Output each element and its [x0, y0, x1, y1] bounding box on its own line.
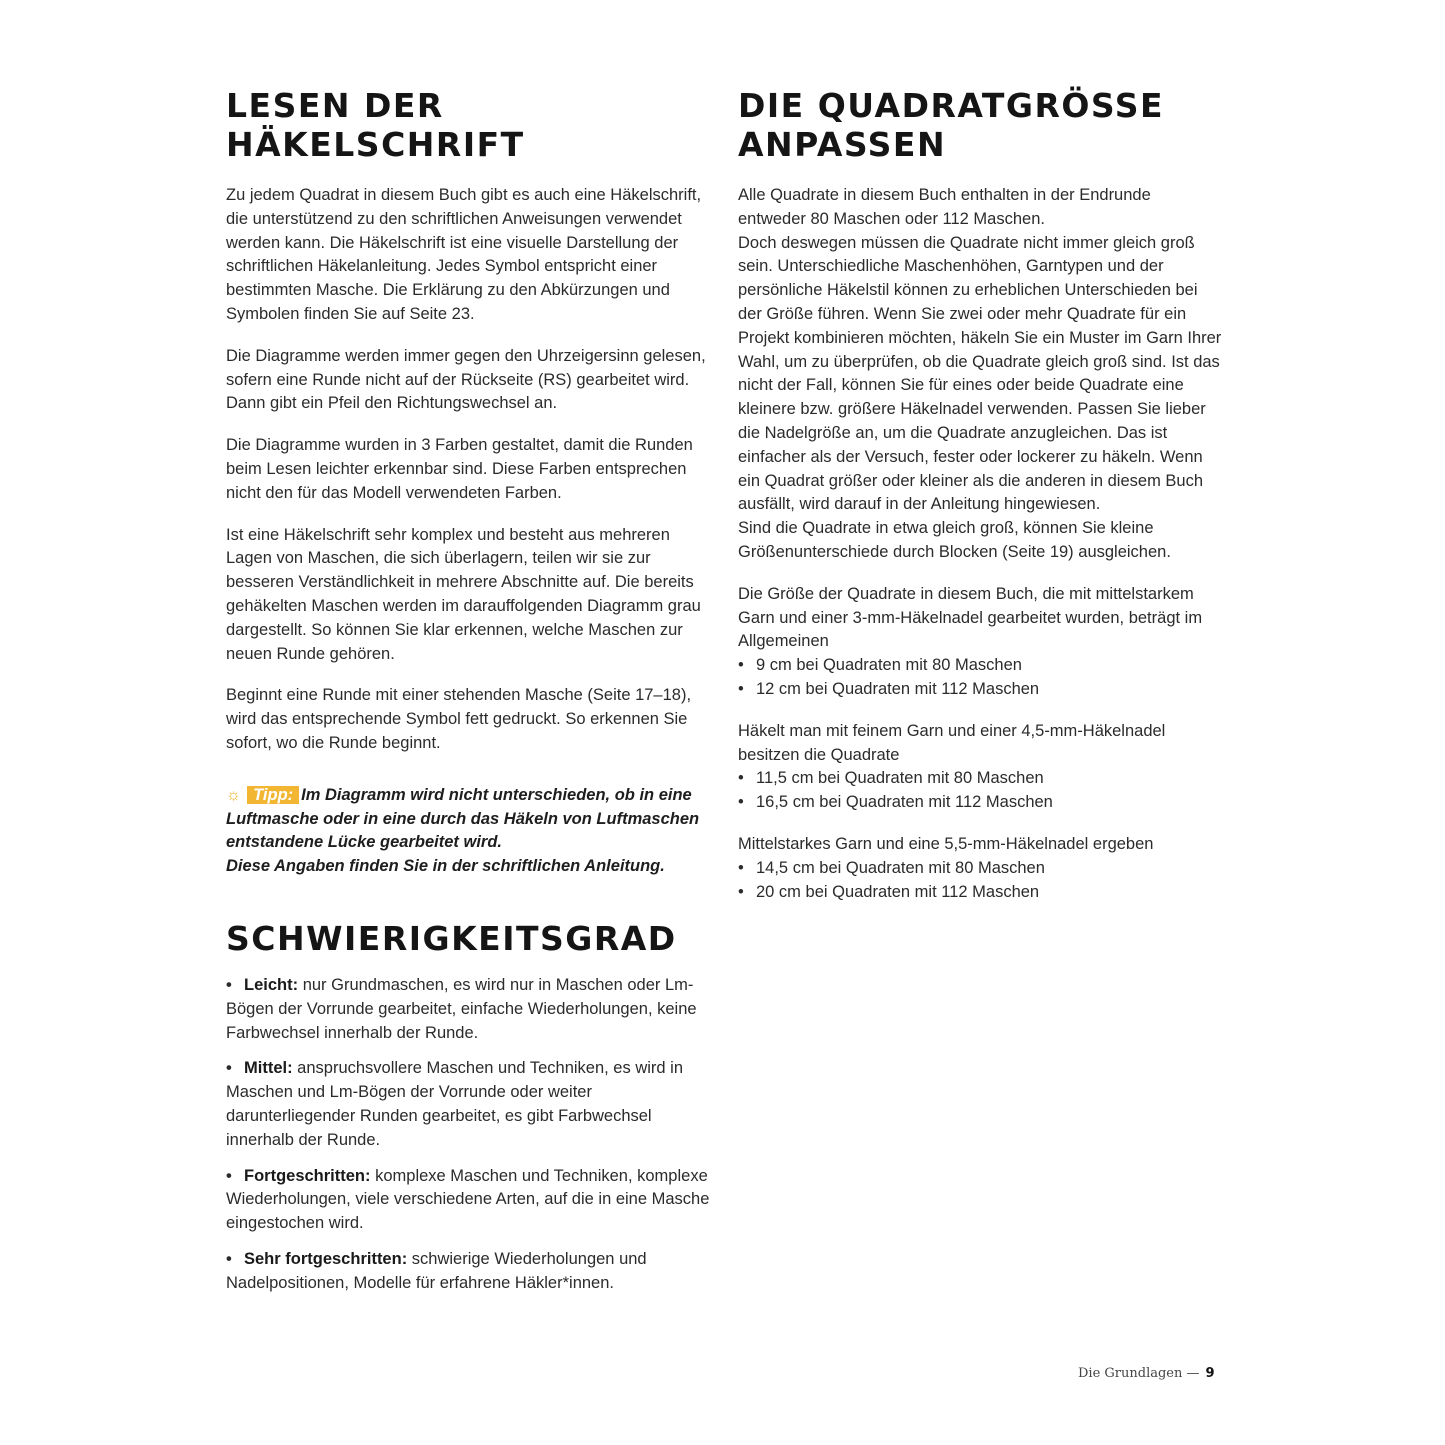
list-item: • 20 cm bei Quadraten mit 112 Maschen — [738, 881, 1222, 905]
list-item: • 16,5 cm bei Quadraten mit 112 Maschen — [738, 791, 1222, 815]
difficulty-list — [226, 974, 710, 1296]
level-desc: schwierige Wiederholungen und Nadelpositionen, Modelle für erfahrene Häkler*innen. — [226, 1249, 647, 1292]
paragraph: Häkelt man mit feinem Garn und einer 4,5-mm-Häkelnadel besitzen die Quadrate — [738, 721, 1166, 764]
heading-line-1: DIE QUADRATGRÖSSE — [738, 86, 1165, 125]
left-column — [226, 86, 710, 1307]
list-item: • 14,5 cm bei Quadraten mit 80 Maschen — [738, 857, 1222, 881]
page-footer — [1078, 1366, 1215, 1381]
paragraph: Mittelstarkes Garn und eine 5,5-mm-Häkelnadel ergeben — [738, 834, 1154, 853]
list-item: • 12 cm bei Quadraten mit 112 Maschen — [738, 678, 1222, 702]
paragraph: Beginnt eine Runde mit einer stehenden Masche (Seite 17–18), wird das entsprechende Symbol fett gedruckt. So erkennen Sie sofort, wo die Runde beginnt. — [226, 686, 692, 752]
paragraph: Zu jedem Quadrat in diesem Buch gibt es auch eine Häkelschrift, die unterstützend zu den schriftlichen Anweisungen verwendet werden kann. Die Häkelschrift ist eine visuelle Darstellung der schriftlichen Häkelanleitung. Jedes Symbol entspricht einer bestimmten Masche. Die Erklärung zu den Abkürzungen und Symbolen finden Sie auf Seite 23. — [226, 186, 702, 323]
tip-text-2: Diese Angaben finden Sie in der schriftlichen Anleitung. — [226, 857, 665, 876]
level-desc: nur Grundmaschen, es wird nur in Maschen oder Lm-Bögen der Vorrunde gearbeitet, einfache Wiederholungen, keine Farbwechsel innerhalb der Runde. — [226, 975, 697, 1042]
paragraph: Die Größe der Quadrate in diesem Buch, die mit mittelstarkem Garn und einer 3-mm-Häkelnadel gearbeitet wurden, beträgt im Allgemeinen — [738, 584, 1203, 651]
level-desc: komplexe Maschen und Techniken, komplexe Wiederholungen, viele verschiedene Arten, auf die in eine Masche eingestochen wird. — [226, 1166, 710, 1233]
list-item — [226, 1248, 710, 1296]
list-item: • 9 cm bei Quadraten mit 80 Maschen — [738, 654, 1222, 678]
list-item — [226, 1165, 710, 1236]
list-item — [226, 1057, 710, 1152]
paragraph: Die Diagramme wurden in 3 Farben gestaltet, damit die Runden beim Lesen leichter erkennbar sind. Diese Farben entsprechen nicht den für das Modell verwendeten Farben. — [226, 436, 693, 502]
level-term: Mittel: — [244, 1059, 293, 1078]
paragraph: Doch deswegen müssen die Quadrate nicht immer gleich groß sein. Unterschiedliche Maschenhöhen, Garntypen und der persönliche Häkelstil können zu erheblichen Unterschieden bei der Größe führen. Wenn Sie zwei oder mehr Quadrate für ein Projekt kombinieren möchten, häkeln Sie ein Muster im Garn Ihrer Wahl, um zu überprüfen, ob die Quadrate gleich groß sind. Ist das nicht der Fall, können Sie für eines oder beide Quadrate eine kleinere bzw. größere Häkelnadel verwenden. Passen Sie lieber die Nadelgröße an, um die Quadrate anzugleichen. Das ist einfacher als der Versuch, fester oder lockerer zu häkeln. Wenn ein Quadrat größer oder kleiner als die anderen in diesem Buch ausfällt, wird darauf in der Anleitung hingewiesen. — [738, 233, 1222, 514]
heading-square-size — [738, 86, 1222, 164]
tip-text: Im Diagramm wird nicht unterschieden, ob in eine Luftmasche oder in eine durch das Häkeln von Luftmaschen entstandene Lücke gearbeitet wird. — [226, 785, 700, 852]
size-list-medium — [738, 654, 1222, 702]
size-list-thick-needle — [738, 857, 1222, 905]
size-list-fine — [738, 767, 1222, 815]
paragraph: Sind die Quadrate in etwa gleich groß, können Sie kleine Größenunterschiede durch Blocken (Seite 19) ausgleichen. — [738, 519, 1171, 561]
heading-line-2: ANPASSEN — [738, 125, 947, 164]
list-item: • 11,5 cm bei Quadraten mit 80 Maschen — [738, 767, 1222, 791]
paragraph: Ist eine Häkelschrift sehr komplex und besteht aus mehreren Lagen von Maschen, die sich überlagern, teilen wir sie zur besseren Verständlichkeit in mehrere Abschnitte auf. Die bereits gehäkelten Maschen werden im darauffolgenden Diagramm grau dargestellt. So können Sie klar erkennen, welche Maschen zur neuen Runde gehören. — [226, 525, 701, 663]
heading-reading-chart: LESEN DER HÄKELSCHRIFT — [226, 86, 525, 164]
list-item — [226, 974, 710, 1045]
level-desc: anspruchsvollere Maschen und Techniken, es wird in Maschen und Lm-Bögen der Vorrunde oder weiter darunterliegender Runden gearbeitet, es gibt Farbwechsel innerhalb der Runde. — [226, 1059, 683, 1149]
tip-box — [226, 784, 710, 879]
level-term: Fortgeschritten: — [244, 1166, 371, 1185]
right-column — [738, 86, 1222, 904]
heading-difficulty: SCHWIERIGKEITSGRAD — [226, 918, 677, 958]
footer-section: Die Grundlagen — — [1078, 1366, 1200, 1381]
level-term: Sehr fortgeschritten: — [244, 1249, 408, 1268]
paragraph: Alle Quadrate in diesem Buch enthalten in der Endrunde entweder 80 Maschen oder 112 Maschen. — [738, 186, 1151, 228]
tip-label: Tipp: — [247, 786, 299, 804]
page-number: 9 — [1205, 1366, 1215, 1381]
paragraph: Die Diagramme werden immer gegen den Uhrzeigersinn gelesen, sofern eine Runde nicht auf der Rückseite (RS) gearbeitet wird. Dann gibt ein Pfeil den Richtungswechsel an. — [226, 346, 706, 413]
lightbulb-icon: ☼ — [226, 785, 242, 804]
level-term: Leicht: — [244, 975, 299, 994]
